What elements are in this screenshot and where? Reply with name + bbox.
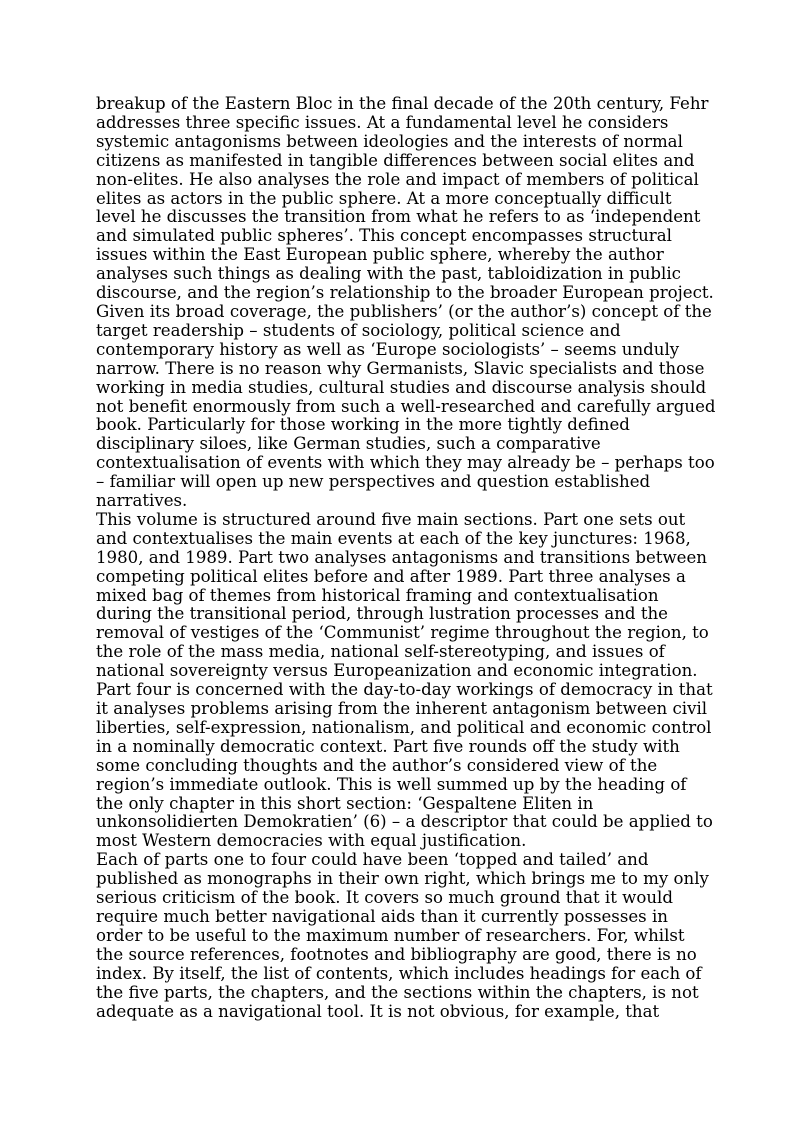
paragraph-1: breakup of the Eastern Bloc in the final decade of the 20th century, Fehr addresses three specific issues. At a fundamental level he considers systemic antagonisms between ideologies and the interests of normal citizens as manifested in tangible differences between social elites and non-elites. He also analyses the role and impact of members of political elites as actors in the public sphere. At a more conceptually difficult level he discusses the transition from what he refers to as ‘independent and simulated public spheres’. This concept encompasses structural issues within the East European public sphere, whereby the author analyses such things as dealing with the past, tabloidization in public discourse, and the region’s relationship to the broader European project.: [96, 94, 714, 303]
document-page: [96, 95, 716, 1021]
paragraph-2: Given its broad coverage, the publishers’ (or the author’s) concept of the target readership – students of sociology, political science and contemporary history as well as ‘Europe sociologists’ – seems unduly narrow. There is no reason why Germanists, Slavic specialists and those working in media studies, cultural studies and discourse analysis should not benefit enormously from such a well-researched and carefully argued book. Particularly for those working in the more tightly defined disciplinary siloes, like German studies, such a comparative contextualisation of events with which they may already be – perhaps too – familiar will open up new perspectives and question established narratives.: [96, 301, 716, 511]
paragraph-3: This volume is structured around five main sections. Part one sets out and contextualises the main events at each of the key junctures: 1968, 1980, and 1989. Part two analyses antagonisms and transitions between competing political elites before and after 1989. Part three analyses a mixed bag of themes from historical framing and contextualisation during the transitional period, through lustration processes and the removal of vestiges of the ‘Communist’ regime throughout the region, to the role of the mass media, national self-stereotyping, and issues of national sovereignty versus Europeanization and economic integration. Part four is concerned with the day-to-day workings of democracy in that it analyses problems arising from the inherent antagonism between civil liberties, self-expression, nationalism, and political and economic control in a nominally democratic context. Part five rounds off the study with some concluding thoughts and the author’s considered view of the region’s immediate outlook. This is well summed up by the heading of the only chapter in this short section: ‘Gespaltene Eliten in unkonsolidierten Demokratien’ (6) – a descriptor that could be applied to most Western democracies with equal justification.: [96, 509, 713, 851]
paragraph-4: Each of parts one to four could have been ‘topped and tailed’ and published as monographs in their own right, which brings me to my only serious criticism of the book. It covers so much ground that it would require much better navigational aids than it currently possesses in order to be useful to the maximum number of researchers. For, whilst the source references, footnotes and bibliography are good, there is no index. By itself, the list of contents, which includes headings for each of the five parts, the chapters, and the sections within the chapters, is not adequate as a navigational tool. It is not obvious, for example, that: [96, 850, 709, 1021]
